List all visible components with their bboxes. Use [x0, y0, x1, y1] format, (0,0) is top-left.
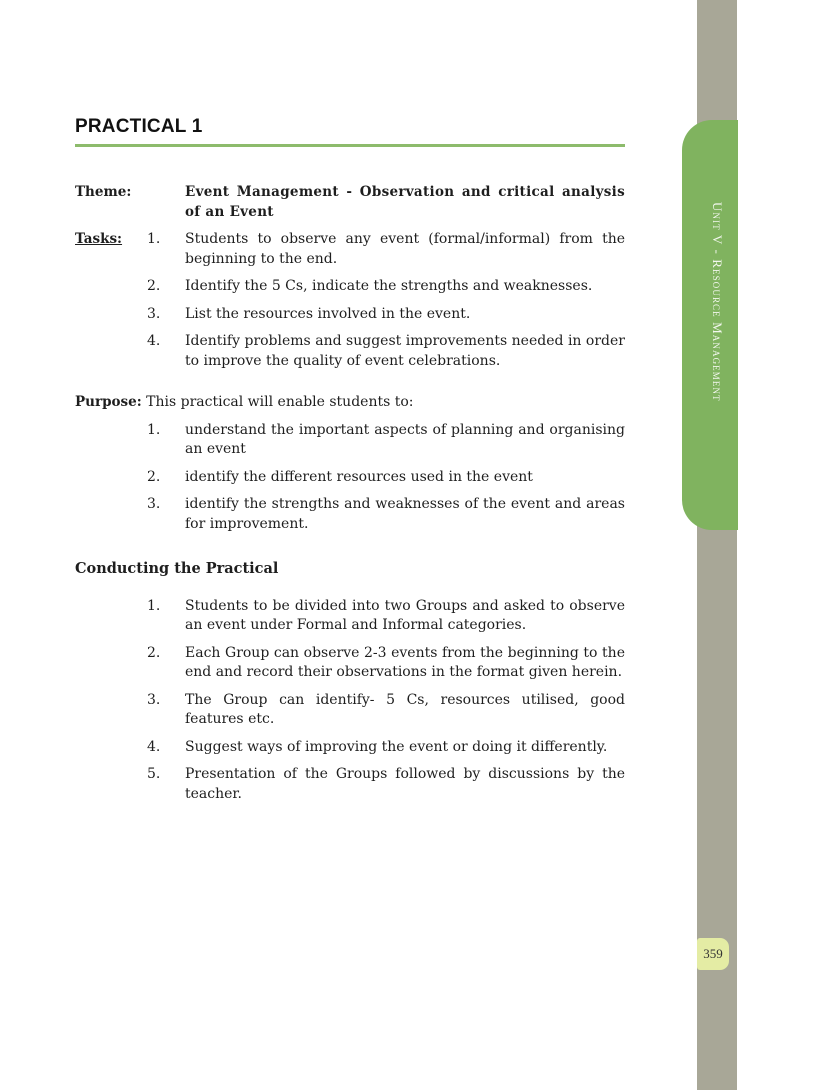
conducting-number: 5.	[147, 766, 161, 782]
theme-text: Event Management - Observation and critical analysis of an Event	[185, 184, 625, 220]
tasks-label: Tasks:	[75, 231, 123, 247]
task-text: List the resources involved in the event.	[185, 305, 471, 322]
conducting-item	[75, 691, 625, 730]
conducting-item	[75, 765, 625, 804]
conducting-text: Students to be divided into two Groups and asked to observe an event under Formal and Informal categories.	[185, 597, 625, 633]
purpose-number: 2.	[147, 468, 161, 485]
task-text: Identify the 5 Cs, indicate the strengths and weaknesses.	[185, 278, 593, 294]
conducting-text: The Group can identify- 5 Cs, resources utilised, good features etc.	[185, 691, 625, 727]
conducting-text: Each Group can observe 2-3 events from the beginning to the end and record their observations in the format given herein.	[185, 644, 625, 680]
task-item	[75, 277, 625, 297]
task-number: 4.	[147, 333, 161, 349]
task-text: Students to observe any event (formal/informal) from the beginning to the end.	[185, 231, 625, 267]
task-number: 2.	[147, 278, 161, 294]
conducting-heading: Conducting the Practical	[75, 560, 279, 577]
practical-content	[75, 183, 625, 812]
conducting-text: Presentation of the Groups followed by discussions by the teacher.	[185, 766, 625, 802]
theme-row	[75, 183, 625, 222]
unit-label: Unit V - Resource Management	[710, 202, 725, 402]
conducting-item	[75, 597, 625, 636]
purpose-text: identify the different resources used in the event	[185, 468, 533, 485]
purpose-row	[75, 393, 625, 413]
conducting-number: 3.	[147, 691, 161, 708]
task-item	[75, 230, 625, 269]
task-item	[75, 332, 625, 371]
title-divider	[75, 144, 625, 147]
purpose-text: understand the important aspects of planning and organising an event	[185, 421, 625, 457]
purpose-item	[75, 495, 625, 534]
page-number: 359	[697, 938, 729, 970]
purpose-intro: This practical will enable students to:	[146, 394, 414, 410]
conducting-number: 4.	[147, 738, 161, 755]
conducting-number: 2.	[147, 644, 161, 661]
task-number: 3.	[147, 305, 161, 322]
theme-label: Theme:	[75, 184, 132, 200]
conducting-item	[75, 738, 625, 758]
purpose-item	[75, 468, 625, 488]
purpose-label: Purpose:	[75, 394, 142, 410]
task-text: Identify problems and suggest improvements needed in order to improve the quality of event celebrations.	[185, 333, 625, 369]
purpose-item	[75, 421, 625, 460]
conducting-item	[75, 644, 625, 683]
purpose-text: identify the strengths and weaknesses of the event and areas for improvement.	[185, 496, 625, 532]
conducting-number: 1.	[147, 597, 161, 614]
page-title: PRACTICAL 1	[75, 116, 203, 137]
conducting-text: Suggest ways of improving the event or doing it differently.	[185, 738, 608, 755]
task-number: 1.	[147, 231, 161, 247]
purpose-number: 3.	[147, 496, 161, 512]
purpose-number: 1.	[147, 421, 161, 438]
task-item	[75, 305, 625, 325]
